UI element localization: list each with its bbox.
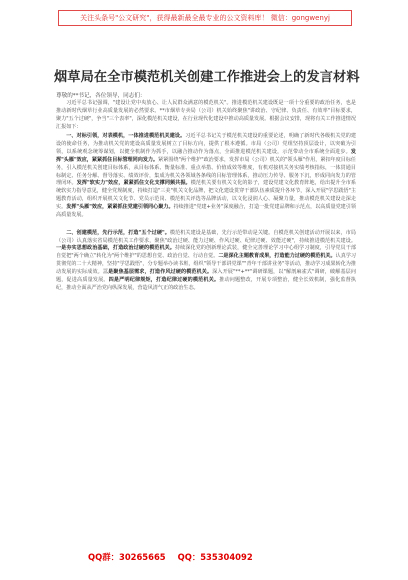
section-1-text-2: 紧紧围绕"两个维护"政治要求，发挥市局（公司）机关的"领头雁"作用，紧扣年度目标任务，引入模范机关创建目标体系，从目标体系、衡量标准、重点举措、价值成效等维度，有机对接机关务实绩考核指标，一体贯通目标制定、任务分解、督导落实、绩效评价，集成为机关各领域各条线的目标管理体系，推动压力传导、服务下沉，形成同向发力的管理闭环。: [56, 156, 357, 187]
section-2-point-3: 三是聚焦基层需求，打造作风过硬的模范机关。: [102, 268, 213, 275]
section-1-point-3: 发挥"头雁"效应，紧紧抓住党建引领同心聚力。: [66, 203, 174, 210]
footer-contact: [88, 551, 328, 563]
section-1-text: 习近平总书记关于模范机关建设的重要论述，明确了新时代各级机关党的建设的使命任务，为推动机关党的建设高质量发展树立了目标方向，提供了根本遵循。市局（公司）党组坚持顶层设计，以突破为引领，以系统观念统筹谋划，以健全机制作为抓手，以融合推动作为落点，全面推进模范机关建设，示范带动全市系统全面进步。: [56, 133, 356, 156]
section-1-paragraph: [56, 133, 356, 219]
qq-group[interactable]: QQ群：30265665: [88, 552, 166, 562]
document-title: 烟草局在全市模范机关创建工作推进会上的发言材料: [54, 70, 360, 85]
section-1-point-1: 发挥"头雁"效应，紧紧抓住目标管理同向发力。: [56, 149, 356, 163]
section-2-text-5: 推动问题整改，开展专项整治，健全长效机制，强化监督执纪，推动全面从严治党向纵深发展，营造风清气正的政治生态。: [56, 276, 356, 291]
section-2-text-4: 深入开展"**+**"调研课题，以"解剖麻雀式"调研，破解基层问题，促进高质量发展。: [56, 268, 356, 283]
section-2-point-2: 二是深化主题教育成果，打造能力过硬的模范机关。: [218, 253, 336, 260]
section-2-point-1: 一是夯实思想政治基础，打造政治过硬的模范机关。: [56, 245, 175, 252]
section-1-text-3: 模范机关要有机关文化的影子，建设党建文化教育阵地，给出提升全市系统软实力指导意见，健全党规制度，持续打造"三美"机关文化品牌，把文化建设贯穿干部队伍素质提升各环节，深入开展"学思践悟"主题教育活动，组织开展机关文化节、党员示范岗、模范机关评选等品牌活动，以文化浸润人心、凝聚力量，推动模范机关建设走深走实。: [56, 180, 356, 210]
section-2-text: 模范机关建设是基础，先行示范带动是关键。自模范机关创建活动开展以来，市局（公司）认真落实省局模范机关工作要求，聚焦"政治过硬、能力过硬、作风过硬、纪律过硬、效能过硬"，持续推进模范机关建设。: [56, 229, 356, 244]
section-1-text-4: 持续推进"党建+业务"深度融合，打造一批党建品牌和示范点，以高质量党建引领高质量发展。: [56, 203, 356, 218]
section-2-text-2: 持续深化党的创新理论武装，健全完善理论学习中心组学习制度，引导党员干部自觉把"两个确立"转化为"两个维护"的思想自觉、政治自觉、行动自觉。: [56, 245, 356, 260]
salutation: 尊敬的**书记，各位领导，同志们：: [56, 93, 146, 99]
section-2-heading: 二、创建模范，先行示范，打造"五个过硬"。: [66, 229, 170, 236]
section-1-heading: 一、对标引领，对表模机，一体推进模范机关建设。: [66, 133, 186, 140]
section-2-text-3: 认真学习贯彻党的二十大精神，坚持"学思践悟"，分专题举办读书班，组织"领导干部讲党课""青年干部讲业务"等活动，推动学习成果转化为推动发展的实际成效。: [56, 253, 356, 275]
intro-paragraph: 习近平总书记强调，"建设让党中央放心、让人民群众满意的模范机关"。推进模范机关建设既是一项十分重要的政治任务，也是推动新时代烟草行业高质量发展的必然要求。**市烟草专卖局（公司）机关始终聚焦"讲政治、守纪律、负责任、有效率"目标要求，聚力"五个过硬"，争当"三个表率"，深化模范机关建设，在行业现代化建设中推动高质量发展。根据会议安排，现将有关工作推进情况汇报如下：: [56, 100, 356, 130]
promo-banner[interactable]: 关注头条号"公文研究"，获得最新最全最专业的公文资料库！ 微信：gongwenyj: [58, 10, 352, 26]
document-body: [56, 100, 356, 294]
section-2-point-4: 四是严明纪律规矩，打造纪律过硬的模范机关。: [108, 276, 220, 283]
section-2-paragraph: [56, 230, 356, 293]
section-1-point-2: 发挥"软实力"效应，紧紧抓住文化支撑同频共振。: [76, 180, 191, 187]
qq-number[interactable]: QQ：535304092: [177, 552, 253, 562]
